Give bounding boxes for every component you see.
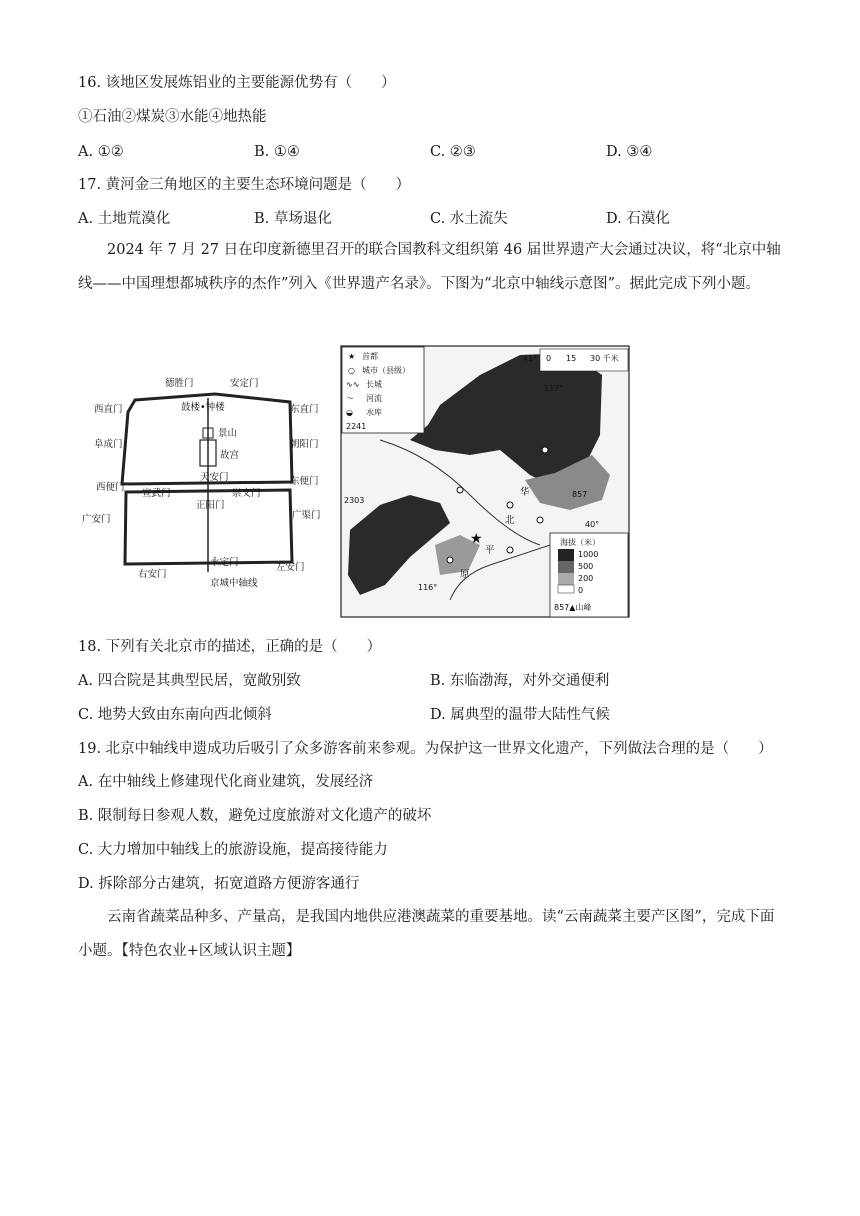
q18-option-b[interactable]: B. 东临渤海，对外交通便利 (430, 673, 610, 689)
plain-char-hua: 华 (520, 487, 530, 498)
elev-legend-peak: 857▲山峰 (554, 603, 592, 612)
legend-star-icon: ★ (348, 352, 356, 361)
intro-paragraph-yunnan: 云南省蔬菜品种多、产量高，是我国内地供应港澳蔬菜的重要基地。读“云南蔬菜主要产区图”，完成下面小题。【特色农业+区域认识主题】 (78, 909, 775, 959)
legend-river: 河流 (366, 394, 382, 403)
gate-dongzhimen: 东直门 (290, 404, 319, 415)
intro-paragraph-beijing: 2024 年 7 月 27 日在印度新德里召开的联合国教科文组织第 46 届世界遗产大会通过决议，将“北京中轴线——中国理想都城秩序的杰作”列入《世界遗产名录》。下图为“北京中轴线示意图”。据此完成下列小题。 (78, 242, 781, 292)
q16-stem: 16. 该地区发展炼铝业的主要能源优势有（ ） (78, 75, 396, 91)
elev-legend-title: 海拔（米） (560, 538, 600, 547)
q18-option-d[interactable]: D. 属典型的温带大陆性气候 (430, 707, 610, 723)
q16-option-c[interactable]: C. ②③ (430, 144, 476, 160)
lat-40: 40° (585, 520, 600, 529)
plain-char-yuan: 原 (460, 569, 470, 580)
gate-guangqumen: 广渠门 (292, 510, 321, 521)
axis-legend: 京城中轴线 (210, 578, 258, 589)
q18-option-c[interactable]: C. 地势大致由东南向西北倾斜 (78, 707, 272, 723)
legend-city: 城市（县级） (362, 366, 410, 375)
elev-500: 500 (578, 562, 594, 571)
gate-chongwenmen: 崇文门 (232, 488, 261, 499)
elev-1000: 1000 (578, 550, 599, 559)
beijing-topographic-map (340, 345, 630, 618)
elev-2241: 2241 (346, 422, 367, 431)
q18-option-a[interactable]: A. 四合院是其典型民居，宽敞别致 (78, 673, 301, 689)
q16-option-d[interactable]: D. ③④ (606, 144, 653, 160)
gate-zhengyangmen: 正阳门 (196, 500, 225, 511)
legend-city-icon: ○ (348, 366, 355, 375)
gulou-zhonglou: 鼓楼•钟楼 (181, 402, 225, 413)
q18-stem: 18. 下列有关北京市的描述，正确的是（ ） (78, 639, 382, 655)
q17-stem: 17. 黄河金三角地区的主要生态环境问题是（ ） (78, 177, 411, 193)
q19-option-a[interactable]: A. 在中轴线上修建现代化商业建筑，发展经济 (78, 774, 374, 790)
gate-guanganmen: 广安门 (82, 514, 111, 525)
plain-char-bei: 北 (505, 515, 515, 526)
q17-option-d[interactable]: D. 石漠化 (606, 211, 670, 227)
q19-stem: 19. 北京中轴线申遗成功后吸引了众多游客前来参观。为保护这一世界文化遗产，下列做法合理的是（ ） (78, 741, 773, 757)
legend-capital: 首都 (362, 352, 378, 361)
gate-yongdingmen: 永定门 (210, 557, 239, 568)
gate-xuanwumen: 宣武门 (142, 488, 171, 499)
gate-chaoyangmen: 朝阳门 (290, 439, 319, 450)
gugong-label: 故宫 (220, 450, 240, 461)
elev-200: 200 (578, 574, 594, 583)
legend-reservoir-icon: ◒ (346, 408, 353, 417)
capital-star-icon: ★ (470, 531, 483, 547)
gate-deshengmen: 德胜门 (165, 378, 194, 389)
q17-option-c[interactable]: C. 水土流失 (430, 211, 508, 227)
gate-xizhimen: 西直门 (94, 404, 123, 415)
tiananmen-label: 天安门 (200, 472, 229, 483)
legend-reservoir: 水库 (366, 408, 382, 417)
scale-15: 15 (566, 354, 577, 363)
q17-option-b[interactable]: B. 草场退化 (254, 211, 332, 227)
gate-fuchengmen: 阜成门 (94, 439, 123, 450)
legend-wall-icon: ∿∿ (346, 380, 360, 389)
lon-116: 116° (418, 583, 438, 592)
gate-xibianmen: 西便门 (96, 482, 125, 493)
gate-dongbianmen: 东便门 (290, 476, 319, 487)
q16-items: ①石油②煤炭③水能④地热能 (78, 109, 267, 125)
q19-option-b[interactable]: B. 限制每日参观人数，避免过度旅游对文化遗产的破坏 (78, 808, 432, 824)
gate-youanmen: 右安门 (138, 569, 167, 580)
elev-857: 857 (572, 490, 588, 499)
q16-option-b[interactable]: B. ①④ (254, 144, 300, 160)
q16-option-a[interactable]: A. ①② (78, 144, 124, 160)
gate-andingmen: 安定门 (230, 378, 259, 389)
q17-option-a[interactable]: A. 土地荒漠化 (78, 211, 171, 227)
lon-117: 117° (544, 384, 564, 393)
legend-river-icon: 〜 (346, 394, 354, 403)
q19-option-d[interactable]: D. 拆除部分古建筑，拓宽道路方便游客通行 (78, 876, 360, 892)
scale-0: 0 (546, 354, 552, 363)
elev-2303: 2303 (344, 496, 365, 505)
jingshan-label: 景山 (218, 428, 238, 439)
plain-char-ping: 平 (485, 545, 495, 556)
elev-0: 0 (578, 586, 584, 595)
central-axis-diagram (80, 372, 330, 594)
legend-great-wall: 长城 (366, 380, 382, 389)
scale-30: 30 千米 (590, 354, 619, 363)
gate-zuoanmen: 左安门 (276, 562, 305, 573)
q19-option-c[interactable]: C. 大力增加中轴线上的旅游设施，提高接待能力 (78, 842, 388, 858)
lat-41: 41° (523, 354, 538, 363)
